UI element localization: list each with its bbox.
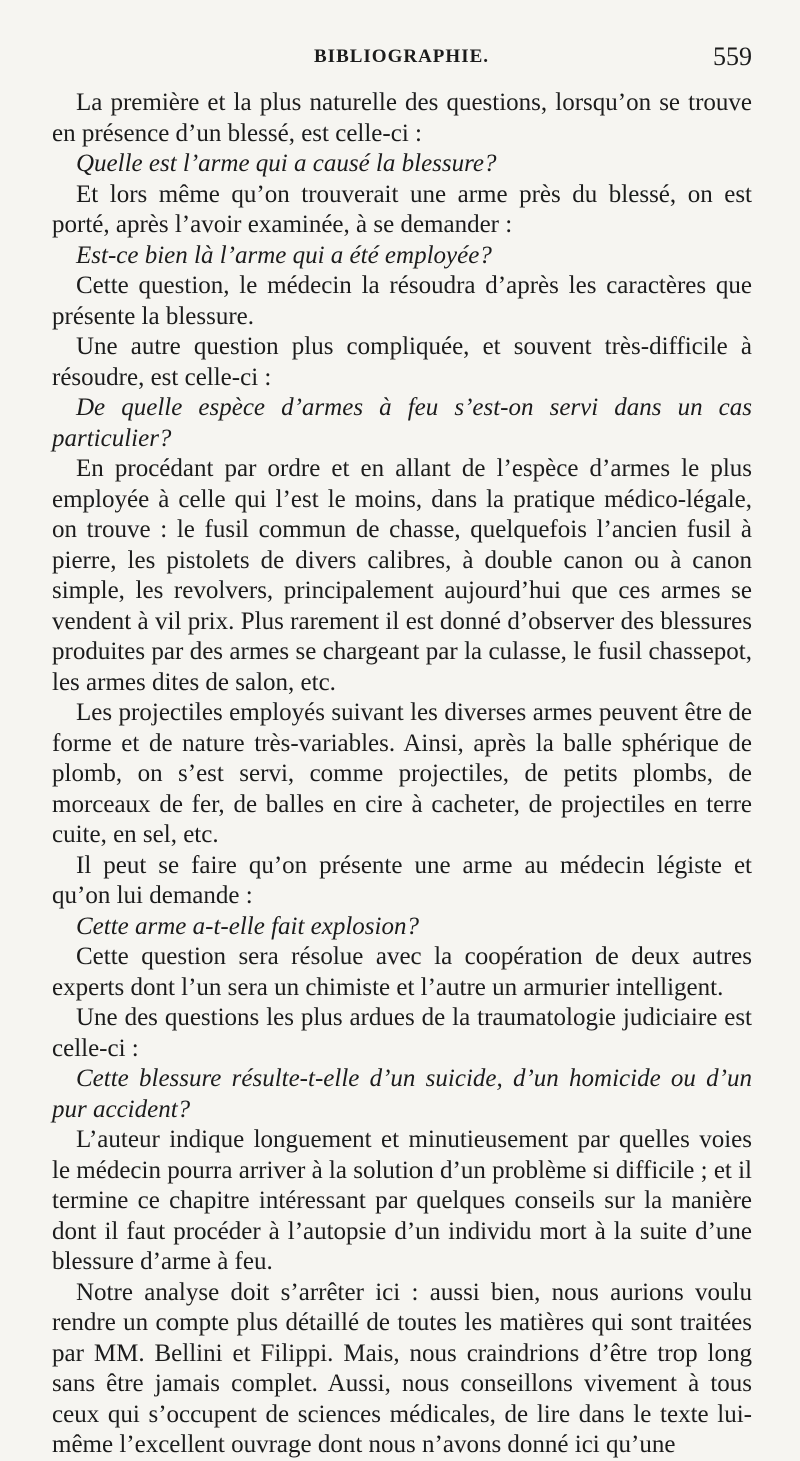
paragraph: La première et la plus naturelle des questions, lorsqu’on se trouve en présence d’un blessé, est celle-ci : bbox=[52, 89, 752, 147]
page-number: 559 bbox=[713, 42, 752, 71]
body-text bbox=[52, 88, 752, 1461]
paragraph: Cette question, le médecin la résoudra d’après les caractères que présente la blessure. bbox=[52, 272, 752, 330]
paragraph: L’auteur indique longuement et minutieusement par quelles voies le médecin pourra arriver à la solution d’un problème si difficile ; et il termine ce chapitre intéressant par quelques conseils sur la manière dont il faut procéder à l’autopsie d’un individu mort à la suite d’une blessure d’arme à feu. bbox=[52, 1126, 752, 1275]
question-paragraph: Cette blessure résulte-t-elle d’un suicide, d’un homicide ou d’un pur accident? bbox=[52, 1065, 752, 1123]
paragraph: Une autre question plus compliquée, et souvent très-difficile à résoudre, est celle-ci : bbox=[52, 333, 752, 391]
question-paragraph: Est-ce bien là l’arme qui a été employée? bbox=[76, 241, 492, 269]
paragraph: Et lors même qu’on trouverait une arme près du blessé, on est porté, après l’avoir examinée, à se demander : bbox=[52, 180, 752, 238]
paragraph: En procédant par ordre et en allant de l’espèce d’armes le plus employée à celle qui l’est le moins, dans la pratique médico-légale, on trouve : le fusil commun de chasse, quelquefois l’ancien fusil à pierre, les pistolets de divers calibres, à double canon ou à canon simple, les revolvers, principalement aujourd’hui que ces armes se vendent à vil prix. Plus rarement il est donné d’observer des blessures produites par des armes se chargeant par la culasse, le fusil chassepot, les armes dites de salon, etc. bbox=[52, 455, 752, 696]
paragraph: Il peut se faire qu’on présente une arme au médecin légiste et qu’on lui demande : bbox=[52, 851, 752, 909]
question-paragraph: De quelle espèce d’armes à feu s’est-on servi dans un cas particulier? bbox=[52, 394, 752, 452]
question-paragraph: Quelle est l’arme qui a causé la blessure? bbox=[76, 150, 497, 177]
paragraph: Une des questions les plus ardues de la traumatologie judiciaire est celle-ci : bbox=[52, 1004, 752, 1062]
paragraph: Les projectiles employés suivant les diverses armes peuvent être de forme et de nature très-variables. Ainsi, après la balle sphérique de plomb, on s’est servi, comme projectiles, de petits plombs, de morceaux de fer, de balles en cire à cacheter, de projectiles en terre cuite, en sel, etc. bbox=[52, 699, 752, 848]
paragraph: Cette question sera résolue avec la coopération de deux autres experts dont l’un sera un chimiste et l’autre un armurier intelligent. bbox=[52, 943, 752, 1001]
running-head: BIBLIOGRAPHIE. bbox=[314, 46, 490, 67]
page-header bbox=[52, 40, 752, 88]
paragraph: Notre analyse doit s’arrêter ici : aussi bien, nous aurions voulu rendre un compte plus détaillé de toutes les matières qui sont traitées par MM. Bellini et Filippi. Mais, nous craindrions d’être trop long sans être jamais complet. Aussi, nous conseillons vivement à tous ceux qui s’occupent de sciences médicales, de lire dans le texte lui-même l’excellent ouvrage dont nous n’avons donné ici qu’une bbox=[52, 1278, 752, 1458]
question-paragraph: Cette arme a-t-elle fait explosion? bbox=[76, 912, 419, 940]
